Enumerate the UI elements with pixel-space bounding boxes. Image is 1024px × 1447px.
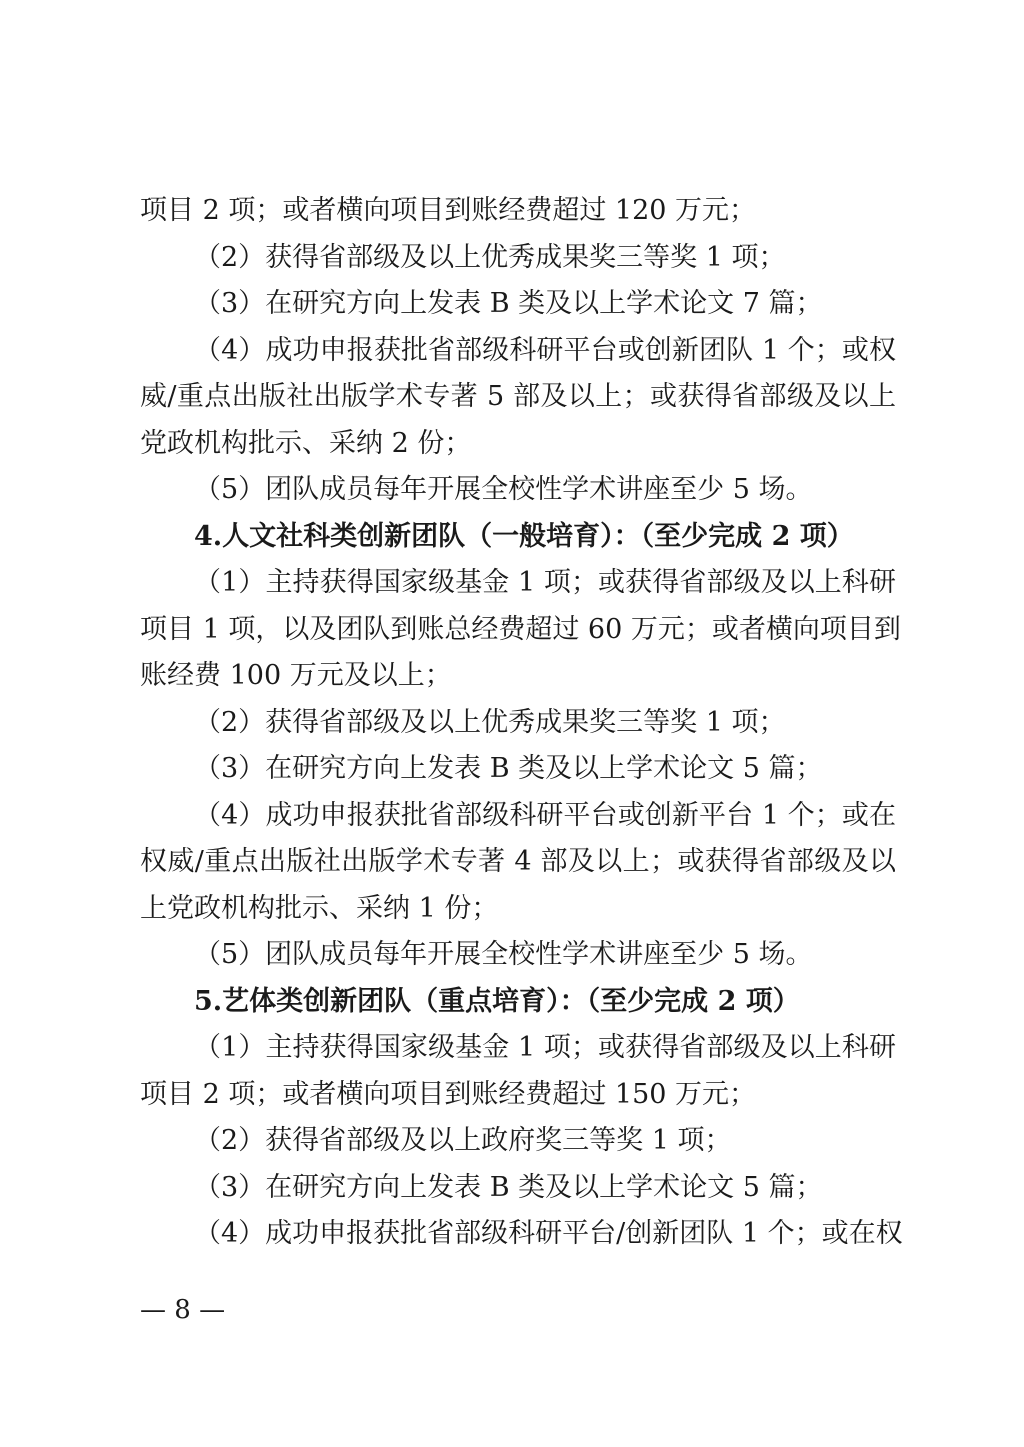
paragraph-line: （5）团队成员每年开展全校性学术讲座至少 5 场。 [194, 474, 813, 505]
paragraph-line: （1）主持获得国家级基金 1 项；或获得省部级及以上科研 [194, 1032, 896, 1063]
page-number: — 8 — [140, 1295, 226, 1325]
paragraph-line: （3）在研究方向上发表 B 类及以上学术论文 5 篇； [194, 1171, 823, 1203]
paragraph-line: （2）获得省部级及以上政府奖三等奖 1 项； [194, 1125, 732, 1156]
section-heading: 4.人文社科类创新团队（一般培育）：（至少完成 2 项） [194, 520, 854, 552]
paragraph-line: 上党政机构批示、采纳 1 份； [140, 892, 499, 924]
paragraph-line: 项目 2 项；或者横向项目到账经费超过 120 万元； [140, 195, 757, 226]
paragraph-line: （5）团队成员每年开展全校性学术讲座至少 5 场。 [194, 939, 813, 970]
paragraph-line: （3）在研究方向上发表 B 类及以上学术论文 5 篇； [194, 753, 823, 784]
paragraph-line: 党政机构批示、采纳 2 份； [140, 427, 472, 459]
paragraph-line: （2）获得省部级及以上优秀成果奖三等奖 1 项； [194, 706, 786, 738]
paragraph-line: （4）成功申报获批省部级科研平台或创新团队 1 个；或权 [194, 334, 896, 366]
document-body [140, 188, 903, 1258]
paragraph-line: 权威/重点出版社出版学术专著 4 部及以上；或获得省部级及以 [140, 846, 896, 877]
paragraph-line: 威/重点出版社出版学术专著 5 部及以上；或获得省部级及以上 [140, 381, 896, 412]
paragraph-line: （4）成功申报获批省部级科研平台/创新团队 1 个；或在权 [194, 1218, 903, 1249]
paragraph-line: （3）在研究方向上发表 B 类及以上学术论文 7 篇； [194, 288, 823, 319]
paragraph-line: （2）获得省部级及以上优秀成果奖三等奖 1 项； [194, 241, 786, 273]
paragraph-line: 账经费 100 万元及以上； [140, 660, 452, 691]
paragraph-line: （4）成功申报获批省部级科研平台或创新平台 1 个；或在 [194, 799, 896, 831]
paragraph-line: 项目 2 项；或者横向项目到账经费超过 150 万元； [140, 1078, 757, 1110]
paragraph-line: 项目 1 项，以及团队到账总经费超过 60 万元；或者横向项目到 [140, 613, 901, 645]
section-heading: 5.艺体类创新团队（重点培育）：（至少完成 2 项） [194, 985, 800, 1017]
paragraph-line: （1）主持获得国家级基金 1 项；或获得省部级及以上科研 [194, 567, 896, 598]
